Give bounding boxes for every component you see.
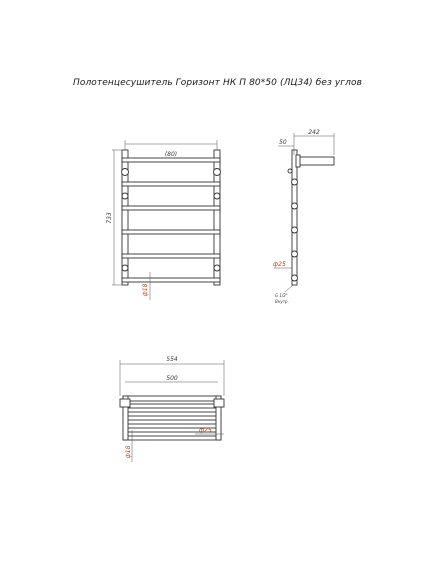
top-outer-width-label: 554	[166, 356, 178, 363]
front-rung	[122, 158, 220, 162]
front-rung	[122, 278, 220, 282]
top-rung	[123, 420, 221, 424]
side-rung-end	[292, 275, 298, 281]
drawing-title: Полотенцесушитель Горизонт НК П 80*50 (ЛЦ34) без углов	[72, 78, 363, 88]
side-depth-label: 242	[308, 129, 320, 136]
top-inner-width-label: 500	[166, 375, 178, 382]
top-rung	[123, 404, 221, 408]
side-rung-end	[292, 179, 298, 185]
side-rung-end	[292, 203, 298, 209]
side-thread-label: G 1/2"	[275, 293, 288, 298]
top-rung	[123, 412, 221, 416]
side-offset-label: 50	[279, 139, 287, 146]
side-connector	[296, 155, 300, 167]
front-view	[106, 140, 221, 300]
front-bracket	[122, 193, 128, 199]
top-right-cap	[214, 399, 224, 407]
front-rung	[122, 182, 220, 186]
side-cap	[288, 169, 292, 173]
side-diameter-label: ф25	[273, 261, 286, 268]
side-thread-note: Внутр.	[275, 299, 289, 304]
side-rung-end	[292, 251, 298, 257]
top-back-bar	[123, 396, 221, 401]
front-width-label: (80)	[164, 151, 178, 158]
front-bracket	[214, 169, 221, 176]
front-bracket	[122, 265, 128, 271]
front-bracket	[122, 169, 129, 176]
front-bracket	[214, 193, 220, 199]
front-diameter-label: ф18	[142, 283, 149, 297]
side-pipe	[292, 150, 297, 285]
top-rung	[123, 436, 221, 440]
front-rung	[122, 206, 220, 210]
side-shelf	[298, 157, 334, 165]
top-diameter-small-label: ф18	[125, 445, 132, 459]
top-view	[120, 356, 224, 462]
side-rung-end	[292, 227, 298, 233]
front-rung	[122, 254, 220, 258]
top-diameter-large-label: ф25	[199, 427, 212, 434]
side-view	[273, 129, 334, 304]
top-left-cap	[120, 399, 130, 407]
front-bracket	[214, 265, 220, 271]
front-height-label: 733	[106, 212, 113, 224]
front-rung	[122, 230, 220, 234]
